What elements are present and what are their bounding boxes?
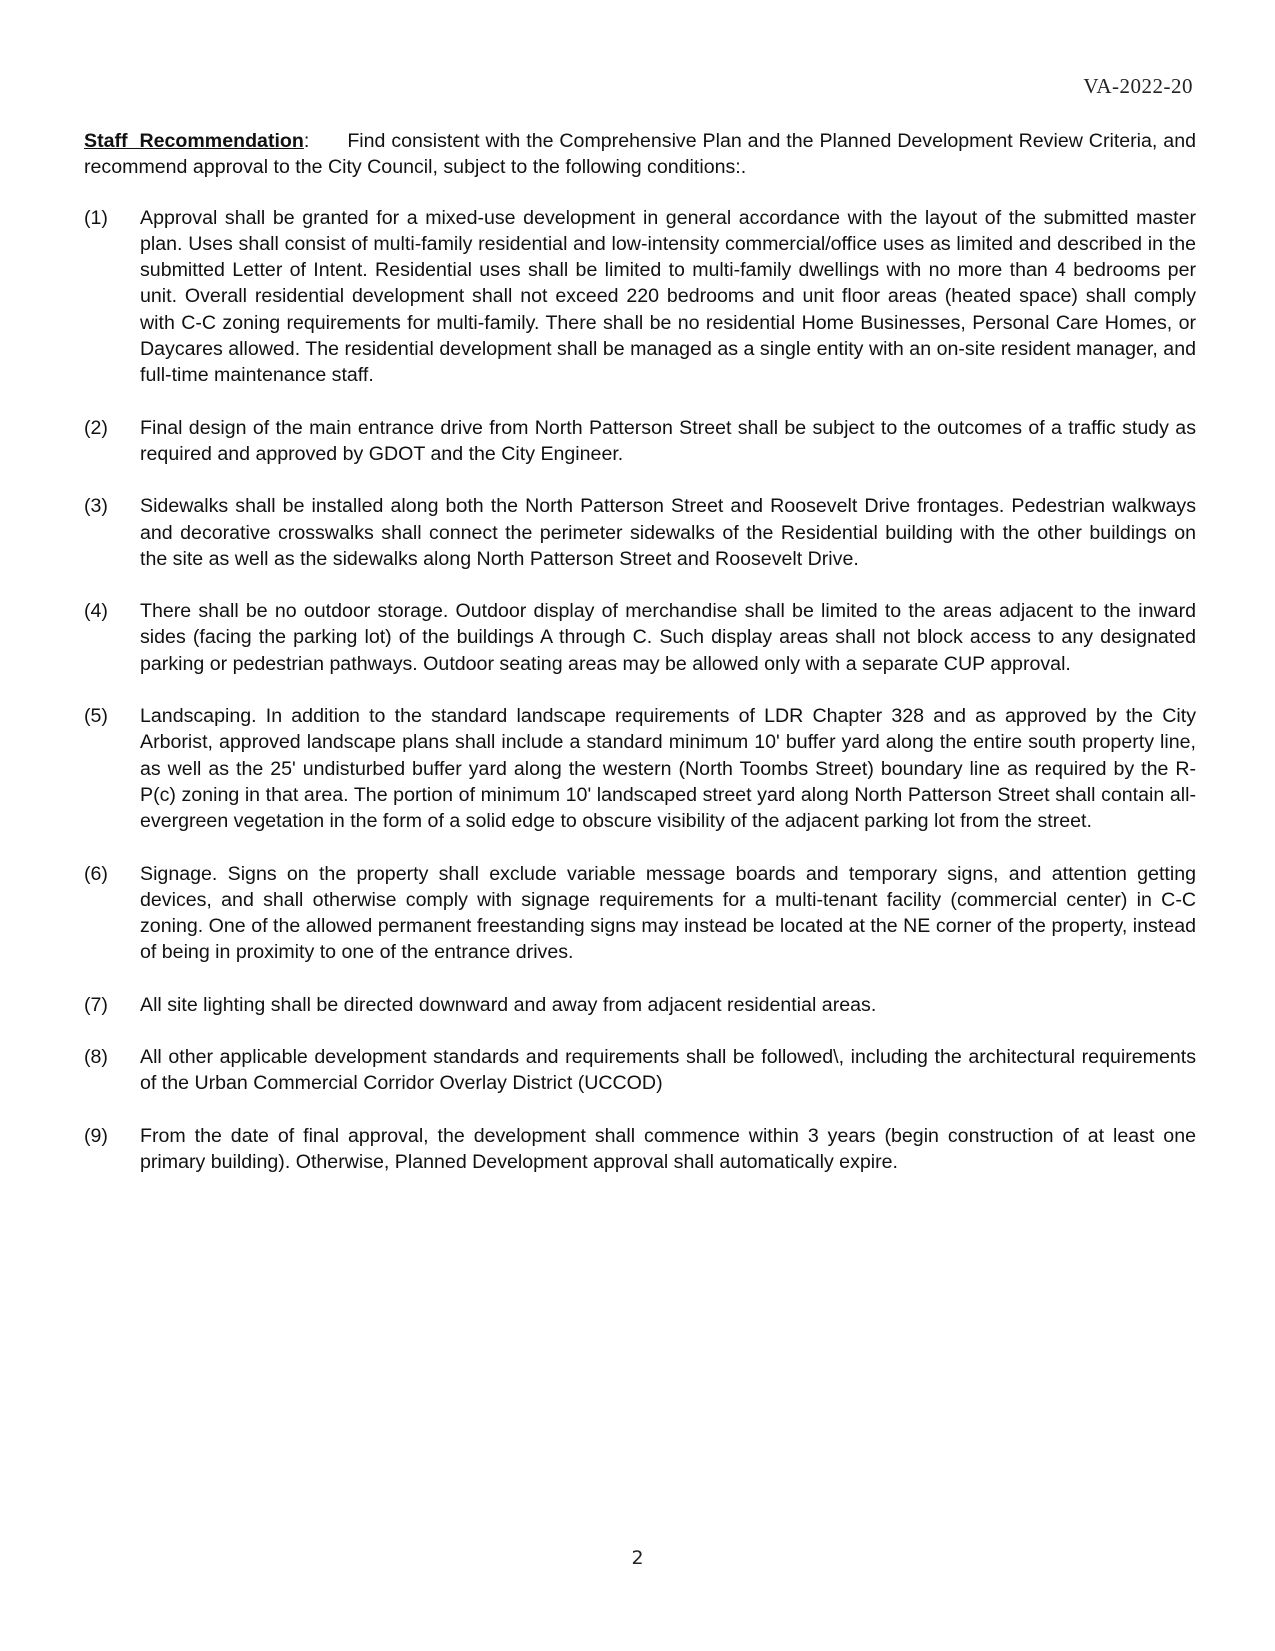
condition-number: (4) — [84, 600, 108, 623]
condition-text: Approval shall be granted for a mixed-use development in general accordance with the layout of the submitted master plan. Uses shall consist of multi-family residential and low-intensity commercial/office uses as limited and described in the submitted Letter of Intent. Residential uses shall be limited to multi-family dwellings with no more than 4 bedrooms per unit. Overall residential development shall not exceed 220 bedrooms and unit floor areas (heated space) shall comply with C-C zoning requirements for multi-family. There shall be no residential Home Businesses, Personal Care Homes, or Daycares allowed. The residential development shall be managed as a single entity with an on-site resident manager, and full-time maintenance staff. — [140, 206, 1196, 387]
condition-item — [84, 861, 1196, 966]
condition-item — [84, 992, 1196, 1018]
condition-item — [84, 205, 1196, 389]
condition-item — [84, 703, 1196, 834]
condition-number: (1) — [84, 206, 108, 229]
condition-text: Sidewalks shall be installed along both the North Patterson Street and Roosevelt Drive frontages. Pedestrian walkways and decorative crosswalks shall connect the perimeter sidewalks of the Residential building with the other buildings on the site as well as the sidewalks along North Patterson Street and Roosevelt Drive. — [140, 495, 1196, 570]
condition-item — [84, 415, 1196, 468]
condition-number: (2) — [84, 416, 108, 439]
condition-text: There shall be no outdoor storage. Outdoor display of merchandise shall be limited to the areas adjacent to the inward sides (facing the parking lot) of the buildings A through C. Such display areas shall not block access to any designated parking or pedestrian pathways. Outdoor seating areas may be allowed only with a separate CUP approval. — [140, 600, 1196, 675]
condition-item — [84, 493, 1196, 572]
condition-number: (9) — [84, 1124, 108, 1147]
staff-recommendation — [84, 128, 1196, 181]
condition-item — [84, 1123, 1196, 1176]
condition-text: Landscaping. In addition to the standard landscape requirements of LDR Chapter 328 and as approved by the City Arborist, approved landscape plans shall include a standard minimum 10' buffer yard along the entire south property line, as well as the 25' undisturbed buffer yard along the western (North Toombs Street) boundary line as required by the R-P(c) zoning in that area. The portion of minimum 10' landscaped street yard along North Patterson Street shall contain all-evergreen vegetation in the form of a solid edge to obscure visibility of the adjacent parking lot from the street. — [140, 705, 1196, 833]
condition-number: (3) — [84, 495, 108, 518]
condition-text: From the date of final approval, the development shall commence within 3 years (begin construction of at least one primary building). Otherwise, Planned Development approval shall automatically expire. — [140, 1124, 1196, 1173]
condition-item — [84, 598, 1196, 677]
page-number: 2 — [631, 1547, 644, 1569]
condition-text: All site lighting shall be directed downward and away from adjacent residential areas. — [140, 993, 877, 1016]
condition-number: (8) — [84, 1046, 108, 1069]
conditions-list — [84, 205, 1196, 1176]
staff-recommendation-label: Staff Recommendation — [84, 130, 304, 152]
condition-item — [84, 1044, 1196, 1097]
staff-recommendation-colon: : — [303, 130, 310, 152]
condition-text: All other applicable development standards and requirements shall be followed\, including the architectural requirements of the Urban Commercial Corridor Overlay District (UCCOD) — [140, 1046, 1196, 1095]
condition-text: Final design of the main entrance drive from North Patterson Street shall be subject to the outcomes of a traffic study as required and approved by GDOT and the City Engineer. — [140, 416, 1196, 465]
document-id: VA-2022-20 — [1083, 74, 1193, 98]
condition-number: (7) — [84, 993, 108, 1016]
document-body — [84, 128, 1196, 1201]
condition-number: (6) — [84, 862, 108, 885]
staff-recommendation-text: Find consistent with the Comprehensive Plan and the Planned Development Review Criteria, and recommend approval to the City Council, subject to the following conditions:. — [84, 130, 1196, 179]
condition-text: Signage. Signs on the property shall exclude variable message boards and temporary signs, and attention getting devices, and shall otherwise comply with signage requirements for a multi-tenant facility (commercial center) in C-C zoning. One of the allowed permanent freestanding signs may instead be located at the NE corner of the property, instead of being in proximity to one of the entrance drives. — [140, 862, 1196, 964]
condition-number: (5) — [84, 705, 108, 728]
